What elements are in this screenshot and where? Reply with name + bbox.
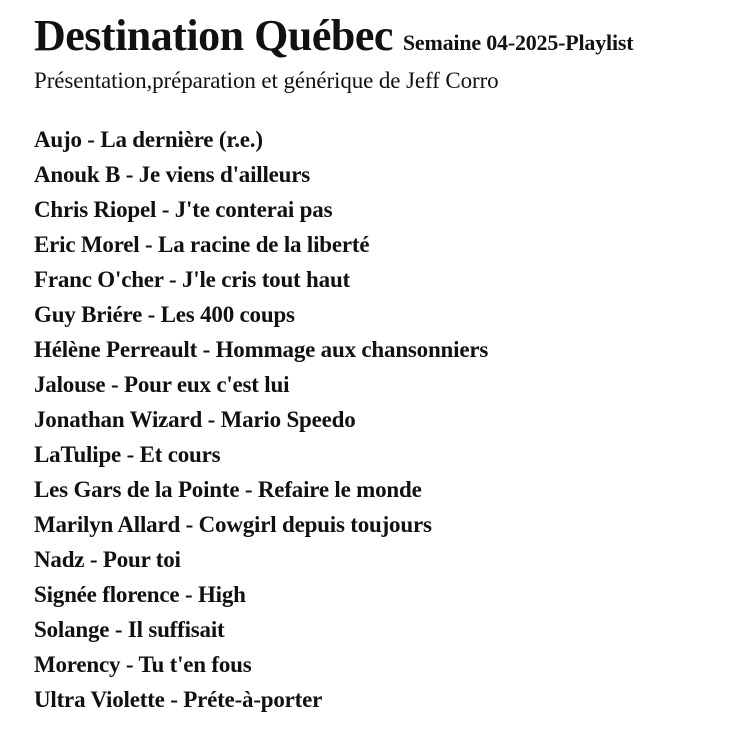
list-item: Chris Riopel - J'te conterai pas xyxy=(34,197,333,223)
list-item: Franc O'cher - J'le cris tout haut xyxy=(34,267,350,293)
list-item: LaTulipe - Et cours xyxy=(34,442,221,468)
document-header xyxy=(34,12,722,60)
week-label: Semaine 04-2025-Playlist xyxy=(402,30,634,55)
list-item: Aujo - La dernière (r.e.) xyxy=(34,127,263,153)
list-item: Hélène Perreault - Hommage aux chansonniers xyxy=(34,337,489,363)
list-item: Jalouse - Pour eux c'est lui xyxy=(34,372,290,398)
list-item: Guy Briére - Les 400 coups xyxy=(34,302,295,328)
list-item: Ultra Violette - Préte-à-porter xyxy=(34,687,323,713)
list-item: Signée florence - High xyxy=(34,582,246,608)
page-title: Destination Québec xyxy=(34,11,393,60)
list-item: Nadz - Pour toi xyxy=(34,547,181,573)
list-item: Solange - Il suffisait xyxy=(34,617,225,643)
list-item: Marilyn Allard - Cowgirl depuis toujours xyxy=(34,512,432,538)
track-list xyxy=(34,122,722,717)
list-item: Jonathan Wizard - Mario Speedo xyxy=(34,407,356,433)
list-item: Anouk B - Je viens d'ailleurs xyxy=(34,162,310,188)
list-item: Les Gars de la Pointe - Refaire le monde xyxy=(34,477,422,503)
list-item: Morency - Tu t'en fous xyxy=(34,652,252,678)
list-item: Eric Morel - La racine de la liberté xyxy=(34,232,370,258)
credit-line: Présentation,préparation et générique de Jeff Corro xyxy=(34,68,499,94)
